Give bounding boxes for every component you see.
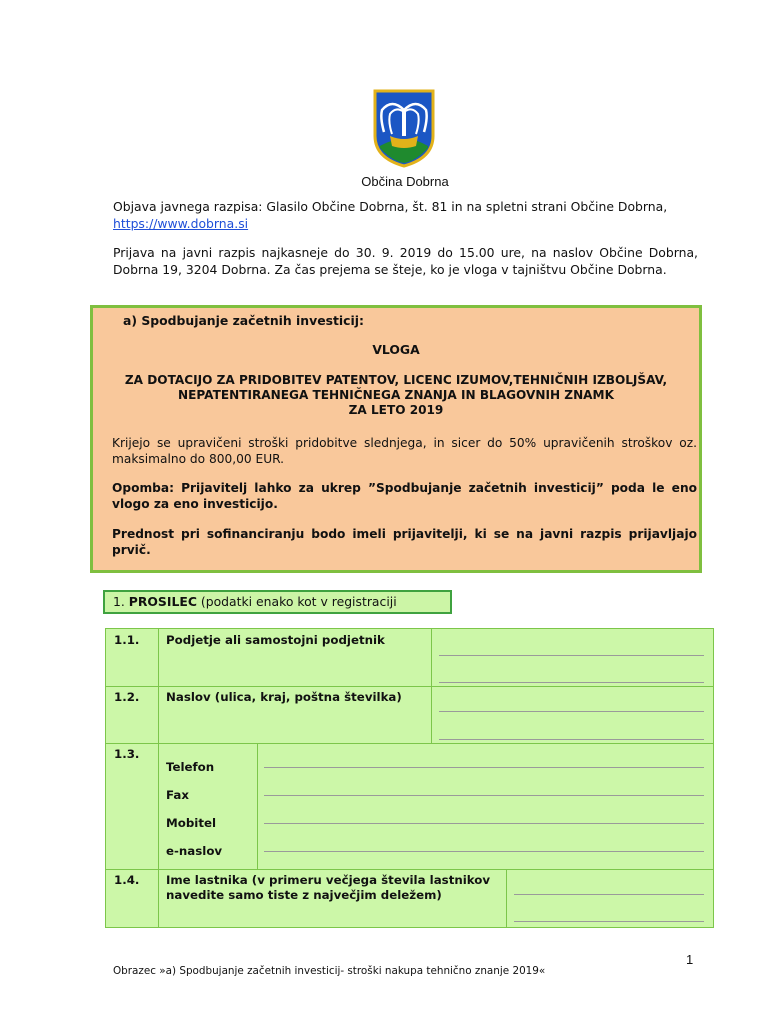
- website-link[interactable]: https://www.dobrna.si: [113, 216, 249, 231]
- publication-text: Objava javnega razpisa: Glasilo Občine Dobrna, št. 81 in na spletni strani Občine Dobrna,: [113, 199, 668, 214]
- fax-label: Fax: [166, 788, 189, 802]
- row-number: 1.1.: [114, 633, 140, 647]
- note-text: Opomba: Prijavitelj lahko za ukrep ”Spodbujanje začetnih investicij” poda le eno vlogo za eno investicijo.: [112, 481, 697, 511]
- application-title-line: NEPATENTIRANEGA TEHNIČNEGA ZNANJA IN BLAGOVNIH ZNAMK: [178, 388, 614, 402]
- address-field[interactable]: [439, 711, 704, 712]
- company-field[interactable]: [439, 655, 704, 656]
- owner-field[interactable]: [514, 894, 704, 895]
- applicant-form-table: [105, 628, 714, 928]
- page-number: 1: [686, 952, 694, 967]
- mobile-field[interactable]: [264, 823, 704, 824]
- section-applicant-heading: [103, 590, 452, 614]
- section-title: PROSILEC: [128, 594, 197, 609]
- row-number: 1.2.: [114, 690, 140, 704]
- document-type-title: VLOGA: [372, 342, 420, 357]
- company-label: Podjetje ali samostojni podjetnik: [166, 633, 385, 647]
- section-subtitle: (podatki enako kot v registraciji: [200, 594, 397, 609]
- application-title-line: ZA LETO 2019: [348, 403, 444, 417]
- funding-text: Krijejo se upravičeni stroški pridobitve slednjega, in sicer do 50% upravičenih stroškov oz. maksimalno do 800,00 EUR.: [112, 436, 697, 466]
- phone-label: Telefon: [166, 760, 215, 774]
- address-label: Naslov (ulica, kraj, poštna številka): [166, 690, 402, 704]
- coat-of-arms-icon: [372, 88, 436, 168]
- owner-field[interactable]: [514, 921, 704, 922]
- publication-paragraph: [113, 198, 698, 232]
- section-number: 1.: [113, 594, 125, 609]
- measure-subtitle: a) Spodbujanje začetnih investicij:: [123, 313, 364, 328]
- row-number: 1.3.: [114, 747, 140, 761]
- application-title: [97, 373, 695, 418]
- form-footer: Obrazec »a) Spodbujanje začetnih investicij- stroški nakupa tehnično znanje 2019«: [113, 965, 546, 977]
- phone-field[interactable]: [264, 767, 704, 768]
- priority-text: Prednost pri sofinanciranju bodo imeli prijavitelji, ki se na javni razpis prijavljajo prvič.: [112, 527, 697, 557]
- owner-label: Ime lastnika (v primeru večjega števila lastnikov navedite samo tiste z največjim deležem): [166, 873, 491, 902]
- application-info-box: [90, 305, 702, 573]
- company-field[interactable]: [439, 682, 704, 683]
- address-field[interactable]: [439, 739, 704, 740]
- email-label: e-naslov: [166, 844, 223, 858]
- email-field[interactable]: [264, 851, 704, 852]
- mobile-label: Mobitel: [166, 816, 217, 830]
- deadline-paragraph: Prijava na javni razpis najkasneje do 30. 9. 2019 do 15.00 ure, na naslov Občine Dobrna, Dobrna 19, 3204 Dobrna. Za čas prejema se šteje, ko je vloga v tajništvu Občine Dobrna.: [113, 245, 698, 277]
- fax-field[interactable]: [264, 795, 704, 796]
- municipality-name: Občina Dobrna: [361, 174, 449, 189]
- row-number: 1.4.: [114, 873, 140, 887]
- application-title-line: ZA DOTACIJO ZA PRIDOBITEV PATENTOV, LICENC IZUMOV,TEHNIČNIH IZBOLJŠAV,: [124, 373, 668, 387]
